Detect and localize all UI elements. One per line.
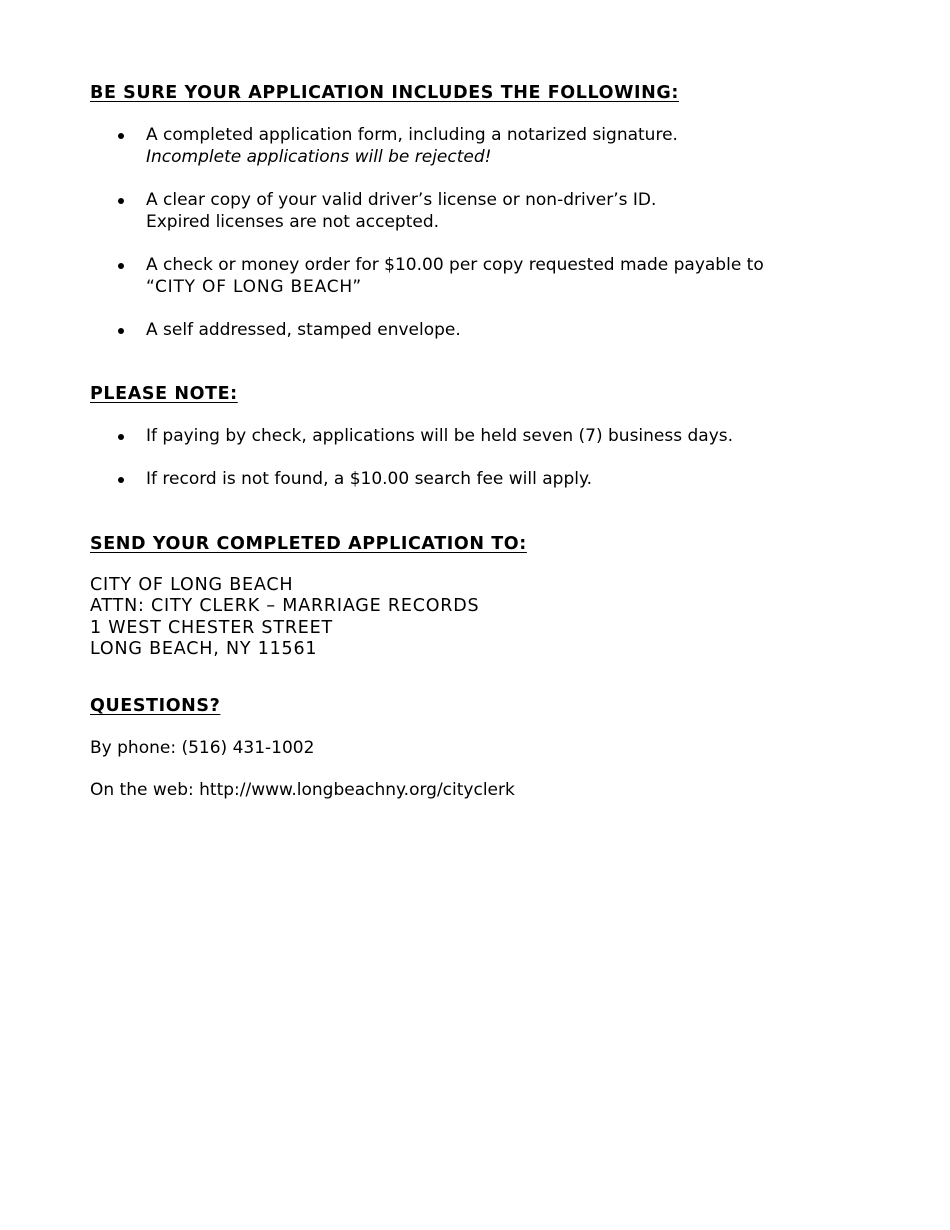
address-line: ATTN: CITY CLERK – MARRIAGE RECORDS <box>90 596 480 616</box>
bullet-icon <box>118 198 124 204</box>
requirement-text: A check or money order for $10.00 per copy requested made payable to <box>146 255 764 275</box>
note-text: If record is not found, a $10.00 search fee will apply. <box>146 469 593 489</box>
address-line: CITY OF LONG BEACH <box>90 574 294 595</box>
requirements-heading: BE SURE YOUR APPLICATION INCLUDES THE FOLLOWING: <box>90 83 679 103</box>
requirements-section <box>90 81 870 342</box>
note-item <box>90 426 870 448</box>
questions-section <box>90 694 870 802</box>
phone-contact: By phone: (516) 431-1002 <box>90 737 315 758</box>
send-heading: SEND YOUR COMPLETED APPLICATION TO: <box>90 533 527 554</box>
mailing-address <box>90 575 870 661</box>
requirement-text: A clear copy of your valid driver’s license or non-driver’s ID. <box>146 190 657 210</box>
note-text: If paying by check, applications will be held seven (7) business days. <box>146 425 734 446</box>
bullet-icon <box>118 328 124 334</box>
send-section <box>90 532 870 661</box>
bullet-icon <box>118 133 124 139</box>
note-list <box>90 426 870 491</box>
web-link[interactable]: On the web: http://www.longbeachny.org/cityclerk <box>90 780 515 800</box>
requirement-note: Expired licenses are not accepted. <box>146 211 440 232</box>
address-line: LONG BEACH, NY 11561 <box>90 639 318 659</box>
note-item <box>90 469 870 491</box>
address-line: 1 WEST CHESTER STREET <box>90 617 333 638</box>
bullet-icon <box>118 477 124 483</box>
requirement-warning: Incomplete applications will be rejected! <box>146 146 492 167</box>
requirement-item <box>90 190 870 233</box>
requirement-item <box>90 125 870 168</box>
bullet-icon <box>118 434 124 440</box>
requirement-payee: “CITY OF LONG BEACH” <box>146 276 363 297</box>
requirement-item <box>90 255 870 298</box>
requirements-list <box>90 125 870 342</box>
note-section <box>90 382 870 491</box>
bullet-icon <box>118 263 124 269</box>
requirement-item <box>90 320 870 342</box>
requirement-text: A self addressed, stamped envelope. <box>146 320 461 340</box>
questions-heading: QUESTIONS? <box>90 695 221 716</box>
requirement-text: A completed application form, including a notarized signature. <box>146 125 678 145</box>
document-page <box>90 81 870 802</box>
note-heading: PLEASE NOTE: <box>90 383 238 404</box>
